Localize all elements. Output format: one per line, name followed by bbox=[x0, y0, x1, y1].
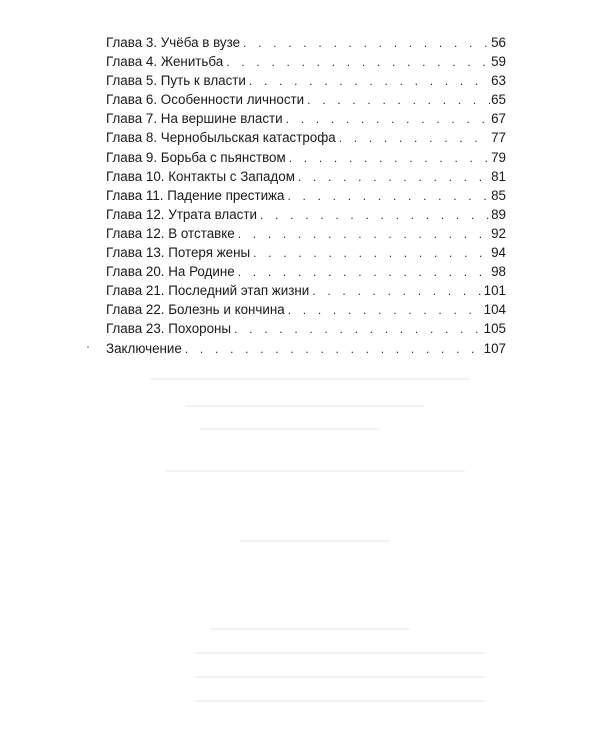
toc-entry[interactable] bbox=[106, 281, 506, 300]
bleed-through-line bbox=[195, 700, 485, 702]
toc-entry[interactable] bbox=[106, 52, 506, 71]
bleed-through-line bbox=[165, 470, 465, 472]
toc-entry[interactable] bbox=[106, 90, 506, 109]
toc-entry-page-number: 89 bbox=[491, 206, 506, 222]
toc-entry-title: Глава 22. Болезнь и кончина bbox=[106, 302, 285, 318]
toc-entry[interactable] bbox=[106, 148, 506, 167]
toc-dot-leader bbox=[238, 263, 490, 282]
toc-entry[interactable] bbox=[106, 339, 506, 358]
toc-entry[interactable] bbox=[106, 205, 506, 224]
toc-entry-page-number: 56 bbox=[491, 35, 506, 50]
toc-entry[interactable] bbox=[106, 109, 506, 128]
toc-entry-page-number: 63 bbox=[491, 73, 506, 89]
toc-entry-page-number: 105 bbox=[483, 321, 506, 337]
toc-entry-title: Заключение bbox=[106, 340, 182, 356]
toc-entry-page-number: 94 bbox=[491, 245, 506, 261]
toc-entry-page-number: 85 bbox=[491, 187, 506, 203]
toc-entry-title: Глава 13. Потеря жены bbox=[106, 245, 251, 261]
toc-entry-title: Глава 4. Женитьба bbox=[106, 54, 224, 70]
toc-entry[interactable] bbox=[106, 71, 506, 90]
toc-entry-page-number: 92 bbox=[491, 225, 506, 241]
toc-dot-leader bbox=[289, 149, 490, 168]
toc-entry-page-number: 107 bbox=[483, 340, 506, 356]
toc-entry-title: Глава 9. Борьба с пьянством bbox=[106, 149, 286, 165]
toc-entry-page-number: 81 bbox=[491, 168, 506, 184]
toc-entry-page-number: 98 bbox=[491, 264, 506, 280]
bleed-through-line bbox=[150, 378, 470, 380]
toc-entry-title: Глава 12. В отставке bbox=[106, 225, 235, 241]
toc-entry-title: Глава 12. Утрата власти bbox=[106, 206, 257, 222]
toc-dot-leader bbox=[287, 187, 490, 206]
toc-entry[interactable] bbox=[106, 167, 506, 186]
toc-dot-leader bbox=[307, 91, 490, 110]
toc-dot-leader bbox=[243, 34, 490, 53]
bleed-through-line bbox=[195, 652, 485, 654]
toc-dot-leader bbox=[185, 340, 483, 359]
bleed-through-line bbox=[210, 628, 410, 630]
toc-dot-leader bbox=[249, 72, 490, 91]
toc-entry-page-number: 59 bbox=[491, 54, 506, 70]
bleed-through-line bbox=[195, 676, 485, 678]
toc-entry[interactable] bbox=[106, 224, 506, 243]
toc-entry[interactable] bbox=[106, 262, 506, 281]
toc-dot-leader bbox=[312, 282, 482, 301]
bleed-through-line bbox=[185, 405, 425, 407]
toc-entry-page-number: 65 bbox=[491, 92, 506, 108]
toc-entry[interactable] bbox=[106, 243, 506, 262]
toc-dot-leader bbox=[238, 225, 490, 244]
toc-dot-leader bbox=[234, 320, 483, 339]
toc-entry-title: Глава 11. Падение престижа bbox=[106, 187, 285, 203]
toc-entry-title: Глава 3. Учёба в вузе bbox=[106, 35, 241, 50]
toc-entry[interactable] bbox=[106, 319, 506, 338]
toc-entry-title: Глава 21. Последний этап жизни bbox=[106, 283, 310, 299]
toc-entry[interactable] bbox=[106, 128, 506, 147]
bleed-through-line bbox=[200, 428, 380, 430]
toc-entry-title: Глава 6. Особенности личности bbox=[106, 92, 305, 108]
toc-dot-leader bbox=[226, 53, 490, 72]
toc-entry[interactable] bbox=[106, 33, 506, 52]
toc-dot-leader bbox=[260, 206, 490, 225]
toc-dot-leader bbox=[253, 244, 490, 263]
toc-entry-page-number: 101 bbox=[483, 283, 506, 299]
toc-entry-title: Глава 5. Путь к власти bbox=[106, 73, 246, 89]
toc-entry-title: Глава 10. Контакты с Западом bbox=[106, 168, 295, 184]
toc-entry-title: Глава 20. На Родине bbox=[106, 264, 235, 280]
toc-entry-title: Глава 23. Похороны bbox=[106, 321, 232, 337]
toc-entry-page-number: 77 bbox=[491, 130, 506, 146]
toc-dot-leader bbox=[298, 168, 490, 187]
paper-speck bbox=[87, 346, 89, 348]
toc-dot-leader bbox=[339, 129, 490, 148]
toc-entry[interactable] bbox=[106, 300, 506, 319]
toc-dot-leader bbox=[286, 110, 490, 129]
toc-entry-title: Глава 8. Чернобыльская катастрофа bbox=[106, 130, 336, 146]
table-of-contents bbox=[106, 33, 506, 358]
toc-entry[interactable] bbox=[106, 186, 506, 205]
toc-entry-page-number: 79 bbox=[491, 149, 506, 165]
bleed-through-line bbox=[240, 540, 390, 542]
toc-entry-page-number: 104 bbox=[483, 302, 506, 318]
toc-entry-title: Глава 7. На вершине власти bbox=[106, 111, 283, 127]
toc-entry-page-number: 67 bbox=[491, 111, 506, 127]
toc-dot-leader bbox=[288, 301, 483, 320]
